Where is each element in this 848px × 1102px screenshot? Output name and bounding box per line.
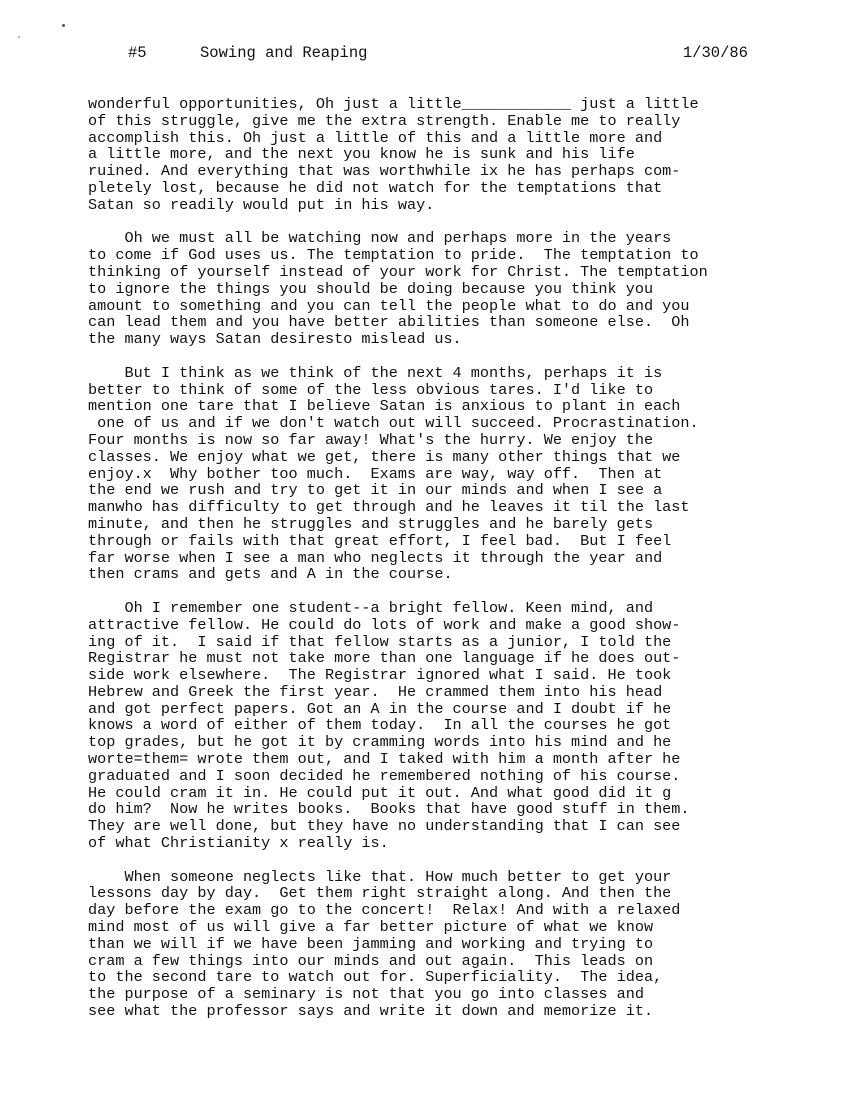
text-line: the end we rush and try to get it in our minds and when I see a [88, 481, 663, 500]
text-line: cram a few things into our minds and out again. This leads on [88, 951, 654, 970]
text-line: then crams and gets and A in the course. [88, 565, 453, 584]
text-line: Four months is now so far away! What's the hurry. We enjoy the [88, 430, 654, 449]
paragraph [88, 365, 798, 583]
text-line: can lead them and you have better abilities than someone else. Oh [88, 313, 690, 332]
text-line: pletely lost, because he did not watch for the temptations that [88, 178, 663, 197]
text-line: manwho has difficulty to get through and he leaves it til the last [88, 498, 690, 517]
text-line: attractive fellow. He could do lots of work and make a good show- [88, 615, 681, 634]
text-line: mind most of us will give a far better picture of what we know [88, 918, 654, 937]
text-line: than we will if we have been jamming and working and trying to [88, 934, 654, 953]
text-line: wonderful opportunities, Oh just a little____________ just a little [88, 95, 699, 113]
text-line: day before the exam go to the concert! Relax! And with a relaxed [88, 901, 681, 920]
text-line: the purpose of a seminary is not that you go into classes and [88, 985, 644, 1004]
text-line: But I think as we think of the next 4 months, perhaps it is [88, 363, 663, 382]
text-line: do him? Now he writes books. Books that have good stuff in them. [88, 800, 690, 819]
page-header [128, 44, 748, 66]
text-line: Oh we must all be watching now and perhaps more in the years [88, 229, 672, 248]
text-line: accomplish this. Oh just a little of this and a little more and [88, 128, 663, 147]
text-line: see what the professor says and write it down and memorize it. [88, 1002, 654, 1021]
text-line: to the second tare to watch out for. Superficiality. The idea, [88, 968, 663, 987]
text-line: the many ways Satan desiresto mislead us. [88, 330, 462, 349]
text-line: a little more, and the next you know he is sunk and his life [88, 145, 635, 164]
text-line: to come if God uses us. The temptation to pride. The temptation to [88, 246, 699, 265]
text-line: Hebrew and Greek the first year. He crammed them into his head [88, 682, 663, 701]
text-line: far worse when I see a man who neglects it through the year and [88, 548, 663, 567]
text-line: ruined. And everything that was worthwhile ix he has perhaps com- [88, 162, 681, 181]
text-line: minute, and then he struggles and struggles and he barely gets [88, 514, 654, 533]
text-line: enjoy.x Why bother too much. Exams are way, way off. Then at [88, 464, 663, 483]
text-line: When someone neglects like that. How much better to get your [88, 867, 672, 886]
text-line: through or fails with that great effort, I feel bad. But I feel [88, 531, 672, 550]
paragraph [88, 96, 798, 214]
text-line: to ignore the things you should be doing because you think you [88, 279, 654, 298]
text-line: lessons day by day. Get them right straight along. And then the [88, 884, 672, 903]
document-body [88, 96, 798, 1037]
text-line: Satan so readily would put in his way. [88, 195, 435, 214]
text-line: graduated and I soon decided he remembered nothing of his course. [88, 766, 681, 785]
text-line: one of us and if we don't watch out will succeed. Procrastination. [88, 414, 699, 433]
paragraph [88, 600, 798, 852]
text-line: better to think of some of the less obvious tares. I'd like to [88, 380, 654, 399]
sermon-date: 1/30/86 [682, 44, 748, 62]
sermon-title: Sowing and Reaping [200, 44, 368, 62]
text-line: of this struggle, give me the extra strength. Enable me to really [88, 111, 681, 130]
text-line: of what Christianity x really is. [88, 834, 389, 853]
paragraph [88, 230, 798, 348]
text-line: classes. We enjoy what we get, there is many other things that we [88, 447, 681, 466]
text-line: They are well done, but they have no understanding that I can see [88, 817, 681, 836]
text-line: He could cram it in. He could put it out. And what good did it g [88, 783, 672, 802]
text-line: knows a word of either of them today. In all the courses he got [88, 716, 672, 735]
text-line: Registrar he must not take more than one language if he does out- [88, 649, 681, 668]
text-line: worte=them= wrote them out, and I taked with him a month after he [88, 750, 681, 769]
sermon-number: #5 [128, 44, 147, 62]
scan-speck [18, 36, 20, 38]
scan-speck [62, 24, 65, 27]
text-line: and got perfect papers. Got an A in the course and I doubt if he [88, 699, 672, 718]
text-line: thinking of yourself instead of your work for Christ. The temptation [88, 262, 708, 281]
text-line: ing of it. I said if that fellow starts as a junior, I told the [88, 632, 672, 651]
text-line: top grades, but he got it by cramming words into his mind and he [88, 733, 672, 752]
text-line: amount to something and you can tell the people what to do and you [88, 296, 690, 315]
paragraph [88, 869, 798, 1020]
text-line: Oh I remember one student--a bright fellow. Keen mind, and [88, 598, 654, 617]
text-line: side work elsewhere. The Registrar ignored what I said. He took [88, 666, 672, 685]
text-line: mention one tare that I believe Satan is anxious to plant in each [88, 397, 681, 416]
